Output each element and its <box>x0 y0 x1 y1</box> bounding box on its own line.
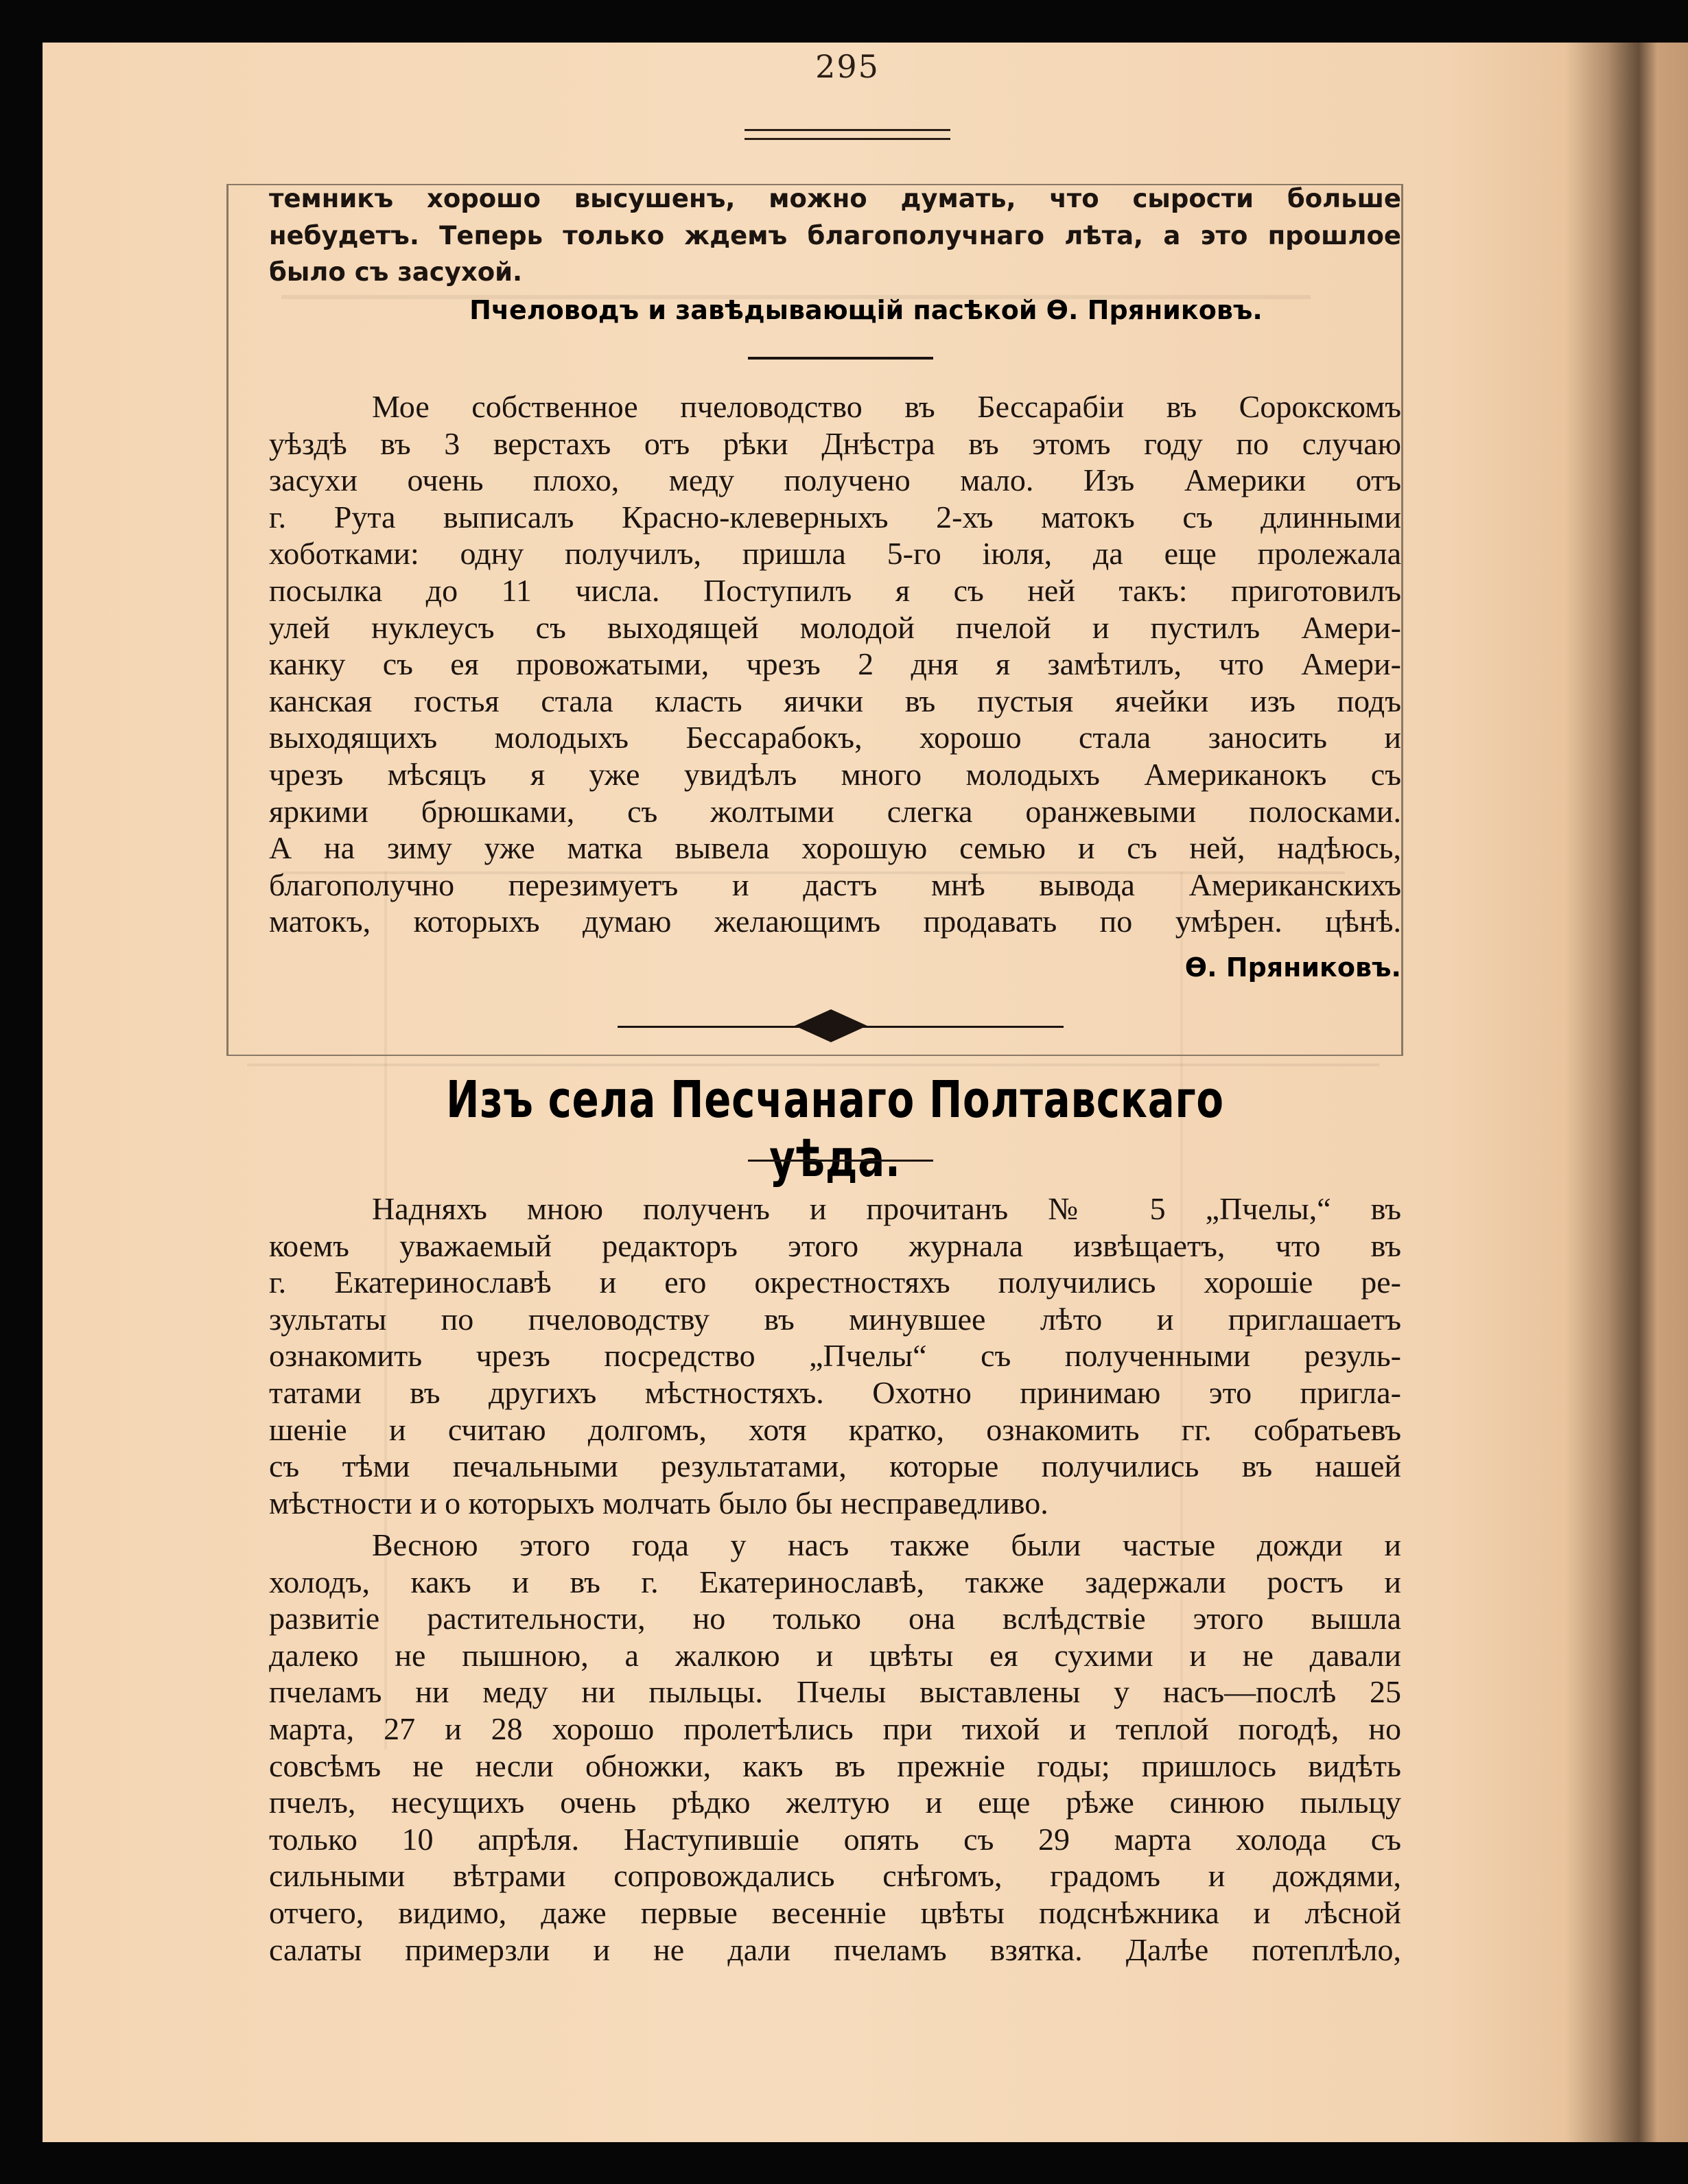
text-line: мѣстности и о которыхъ молчать было бы несправедливо. <box>269 1485 1048 1520</box>
text-line: посылка до 11 числа. Поступилъ я съ ней такъ: приготовилъ <box>269 572 1401 608</box>
text-line: пчелъ, несущихъ очень рѣдко желтую и еще рѣже синюю пыльцу <box>269 1785 1401 1820</box>
article-title: Изъ села Песчанаго Полтавскаго уѣда. <box>446 1070 1224 1188</box>
text-line: хоботками: одну получилъ, пришла 5-го іюля, да еще пролежала <box>269 536 1401 572</box>
letter1-text <box>269 180 1401 291</box>
letter1-signature: Пчеловодъ и завѣдывающій пасѣкой Ѳ. Пряниковъ. <box>469 295 1263 325</box>
text-line: Весною этого года у насъ также были частые дожди и <box>372 1527 1401 1562</box>
text-line: отчего, видимо, даже первые весенніе цвѣты подснѣжника и лѣсной <box>269 1894 1401 1930</box>
frame-bottom-line <box>226 1055 1403 1056</box>
text-line: съ тѣми печальными результатами, которые получились въ нашей <box>269 1448 1401 1484</box>
text-line: Надняхъ мною полученъ и прочитанъ № 5 „Пчелы,“ въ <box>372 1191 1401 1226</box>
section-rule <box>748 357 933 360</box>
text-line: благополучно перезимуетъ и дастъ мнѣ вывода Американскихъ <box>269 867 1401 902</box>
letter2-signature: Ѳ. Пряниковъ. <box>1184 952 1401 983</box>
text-line: марта, 27 и 28 хорошо пролетѣлись при тихой и теплой погодѣ, но <box>269 1711 1401 1746</box>
text-line: ознакомить чрезъ посредство „Пчелы“ съ полученными резуль- <box>269 1338 1401 1374</box>
text-line: салаты примерзли и не дали пчеламъ взятка. Далѣе потеплѣло, <box>269 1931 1401 1967</box>
article-para1 <box>269 1190 1401 1521</box>
text-line: А на зиму уже матка вывела хорошую семью и съ ней, надѣюсь, <box>269 830 1401 866</box>
page-number: 295 <box>815 48 880 85</box>
text-line: было съ засухой. <box>269 257 523 287</box>
text-line: засухи очень плохо, меду получено мало. Изъ Америки отъ <box>269 462 1401 498</box>
text-line: канку съ ея провожатыми, чрезъ 2 дня я замѣтилъ, что Амери- <box>269 646 1401 682</box>
text-line: коемъ уважаемый редакторъ этого журнала извѣщаетъ, что въ <box>269 1228 1401 1263</box>
text-line: Мое собственное пчеловодство въ Бессарабіи въ Сорокскомъ <box>372 389 1401 424</box>
text-line: уѣздѣ въ 3 верстахъ отъ рѣки Днѣстра въ этомъ году по случаю <box>269 425 1401 461</box>
article-para2 <box>269 1527 1401 1968</box>
text-line: развитіе растительности, но только она вслѣдствіе этого вышла <box>269 1601 1401 1636</box>
letter2-text <box>269 388 1401 940</box>
text-line: только 10 апрѣля. Наступившіе опять съ 29 марта холода съ <box>269 1821 1401 1857</box>
text-line: татами въ другихъ мѣстностяхъ. Охотно принимаю это пригла- <box>269 1374 1401 1410</box>
text-line: выходящихъ молодыхъ Бессарабокъ, хорошо стала заносить и <box>269 720 1401 755</box>
ornament-left-line <box>618 1026 803 1028</box>
text-line: небудетъ. Теперь только ждемъ благополучнаго лѣта, а это прошлое <box>269 220 1401 250</box>
text-line: зультаты по пчеловодству въ минувшее лѣто и приглашаетъ <box>269 1301 1401 1337</box>
text-line: улей нуклеусъ съ выходящей молодой пчелой и пустилъ Амери- <box>269 609 1401 645</box>
text-line: матокъ, которыхъ думаю желающимъ продавать по умѣрен. цѣнѣ. <box>269 904 1401 939</box>
text-line: яркими брюшками, съ жолтыми слегка оранжевыми полосками. <box>269 793 1401 829</box>
text-line: г. Рута выписалъ Красно-клеверныхъ 2-хъ матокъ съ длинными <box>269 499 1401 535</box>
text-line: пчеламъ ни меду ни пыльцы. Пчелы выставлены у насъ—послѣ 25 <box>269 1674 1401 1710</box>
text-line: чрезъ мѣсяцъ я уже увидѣлъ много молодыхъ Американокъ съ <box>269 756 1401 792</box>
frame-right-line <box>1401 184 1403 1055</box>
text-line: холодъ, какъ и въ г. Екатеринославѣ, также задержали ростъ и <box>269 1564 1401 1599</box>
title-underline <box>748 1160 933 1162</box>
text-line: далеко не пышною, а жалкою и цвѣты ея сухими и не давали <box>269 1637 1401 1673</box>
frame-left-line <box>226 184 228 1055</box>
ornament-right-line <box>861 1026 1064 1028</box>
text-line: шеніе и считаю долгомъ, хотя кратко, ознакомить гг. собратьевъ <box>269 1411 1401 1447</box>
text-line: совсѣмъ не несли обножки, какъ въ прежніе годы; пришлось видѣть <box>269 1748 1401 1783</box>
text-line: г. Екатеринославѣ и его окрестностяхъ получились хорошіе ре- <box>269 1265 1401 1300</box>
header-double-rule <box>745 129 950 140</box>
text-line: темникъ хорошо высушенъ, можно думать, что сырости больше <box>269 184 1401 213</box>
text-line: канская гостья стала класть яички въ пустыя ячейки изъ подъ <box>269 683 1401 718</box>
text-line: сильными вѣтрами сопровождались снѣгомъ, градомъ и дождями, <box>269 1858 1401 1894</box>
